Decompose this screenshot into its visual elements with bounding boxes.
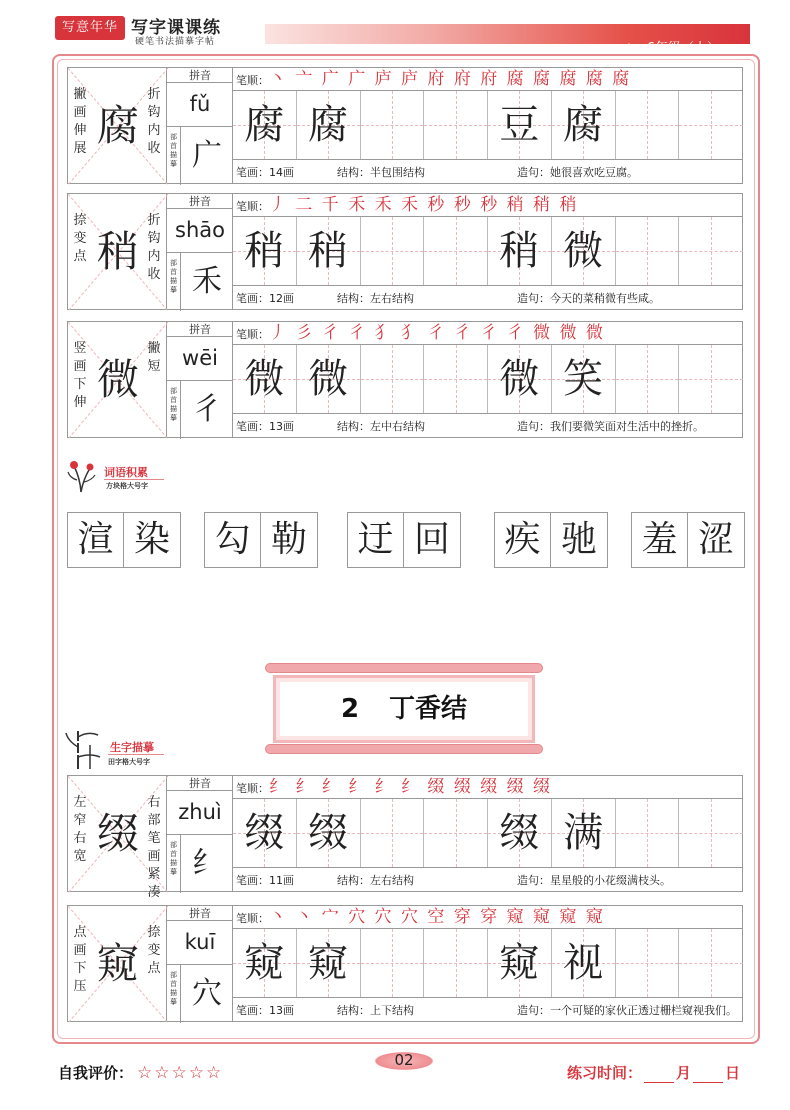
scroll-top-rod (265, 663, 543, 673)
words-section-subtitle: 方块格大号字 (106, 482, 148, 490)
practice-cell[interactable] (297, 929, 361, 997)
practice-char: 稍 (244, 228, 285, 274)
brand-logo: 写意年华 (55, 16, 125, 40)
stroke-order-sequence: 丿 彡 彳 彳 犭 犭 彳 彳 彳 彳 微 微 微 (269, 323, 605, 343)
practice-cell[interactable] (488, 799, 552, 867)
writing-tip-right: 右部笔画紧凑 (147, 795, 161, 900)
practice-char (424, 217, 487, 285)
word-char: 勒 (270, 519, 307, 560)
pinyin-label: 拼音 (167, 322, 233, 337)
day-label: 日 (724, 1064, 740, 1082)
word-char: 回 (413, 519, 450, 560)
word-char-cell (68, 513, 124, 567)
practice-cell[interactable] (361, 345, 425, 413)
word-char-cell (261, 513, 317, 567)
lesson-number: 2 (340, 694, 360, 724)
main-char-box (67, 775, 167, 900)
char-structure: 结构：左右结构 (337, 874, 414, 887)
practice-char: 满 (563, 810, 604, 856)
character-card (67, 905, 743, 1022)
practice-time-label: 练习时间： (566, 1064, 642, 1082)
practice-char (616, 91, 679, 159)
character-card (67, 193, 743, 310)
practice-cell[interactable] (679, 929, 743, 997)
pinyin-value: zhuì (167, 791, 233, 835)
main-char-box (67, 67, 167, 184)
practice-char: 腐 (244, 102, 285, 148)
practice-char (616, 345, 679, 413)
stroke-count: 笔画：13画 (236, 1004, 294, 1017)
pinyin-label: 拼音 (167, 776, 233, 791)
stroke-order-row (233, 776, 743, 799)
words-section-underline (104, 479, 164, 480)
practice-char (679, 345, 743, 413)
practice-char: 微 (244, 356, 285, 402)
stroke-order-row (233, 68, 743, 91)
practice-cell[interactable] (297, 217, 361, 285)
pinyin-box (167, 321, 233, 438)
stroke-order-row (233, 194, 743, 217)
main-character: 缀 (96, 809, 139, 858)
practice-char: 稍 (308, 228, 349, 274)
word-char: 勾 (214, 519, 251, 560)
practice-grid (233, 91, 743, 159)
page-header (55, 12, 750, 56)
practice-cell[interactable] (552, 91, 616, 159)
grade-text: 6年级（上） (646, 41, 720, 56)
pinyin-box (167, 193, 233, 310)
example-sentence: 造句：今天的菜稍微有些咸。 (517, 292, 660, 305)
writing-tip-right: 捺变点 (147, 925, 161, 976)
practice-cell[interactable] (552, 929, 616, 997)
example-sentence: 造句：她很喜欢吃豆腐。 (517, 166, 638, 179)
practice-cell[interactable] (679, 217, 743, 285)
practice-char (361, 217, 424, 285)
word-item (67, 512, 181, 568)
pinyin-box (167, 905, 233, 1022)
char-info-row (233, 413, 743, 439)
stroke-order-sequence: 纟 纟 纟 纟 纟 纟 缀 缀 缀 缀 缀 (269, 777, 553, 797)
practice-char (616, 217, 679, 285)
char-info-row (233, 867, 743, 893)
words-section-title: 词语积累 (104, 466, 148, 479)
month-blank[interactable] (644, 1069, 674, 1083)
character-card (67, 775, 743, 900)
word-char-cell (688, 513, 744, 567)
word-char: 驰 (560, 519, 597, 560)
word-item (347, 512, 461, 568)
main-character: 腐 (96, 101, 139, 150)
star-icon: ★ (623, 41, 635, 56)
word-char-cell (632, 513, 688, 567)
practice-cell[interactable] (488, 217, 552, 285)
practice-cell[interactable] (233, 345, 297, 413)
practice-char: 稍 (499, 228, 540, 274)
stroke-order-sequence: 丶 亠 广 广 庐 庐 府 府 府 腐 腐 腐 腐 腐 (269, 69, 632, 89)
practice-cell[interactable] (552, 217, 616, 285)
practice-char (424, 345, 487, 413)
practice-area (233, 321, 743, 438)
practice-char (616, 929, 679, 997)
practice-cell[interactable] (297, 91, 361, 159)
main-char-box (67, 321, 167, 438)
practice-cell[interactable] (616, 345, 680, 413)
practice-cell[interactable] (233, 799, 297, 867)
writing-tip-right: 折钩内收 (147, 87, 161, 156)
radical-label: 部首描摹 (167, 381, 181, 439)
writing-tip-left: 捺变点 (73, 213, 87, 264)
practice-char: 笑 (563, 356, 604, 402)
character-card (67, 321, 743, 438)
practice-char (616, 799, 679, 867)
practice-cell[interactable] (616, 91, 680, 159)
stroke-order-label: 笔顺： (236, 782, 269, 795)
self-eval-label: 自我评价： (58, 1064, 134, 1082)
pinyin-value: kuī (167, 921, 233, 965)
pinyin-box (167, 775, 233, 892)
brand-title: 写字课课练 (131, 18, 221, 38)
practice-char (361, 345, 424, 413)
stroke-order-label: 笔顺： (236, 74, 269, 87)
radical-label: 部首描摹 (167, 253, 181, 311)
words-section-header (64, 458, 364, 498)
stroke-count: 笔画：14画 (236, 166, 294, 179)
word-item (204, 512, 318, 568)
practice-cell[interactable] (488, 929, 552, 997)
self-evaluation (58, 1062, 223, 1083)
chars-section-subtitle: 田字格大号字 (108, 758, 150, 766)
practice-cell[interactable] (424, 345, 488, 413)
example-sentence: 造句：星星般的小花缀满枝头。 (517, 874, 671, 887)
writing-tip-left: 点画下压 (73, 925, 87, 994)
practice-cell[interactable] (233, 91, 297, 159)
practice-cell[interactable] (361, 929, 425, 997)
practice-cell[interactable] (361, 217, 425, 285)
practice-char: 缀 (499, 810, 540, 856)
practice-char (424, 91, 487, 159)
practice-char (679, 799, 743, 867)
main-character: 窥 (96, 939, 139, 988)
pinyin-value: shāo (167, 209, 233, 253)
char-info-row (233, 159, 743, 185)
practice-char: 窥 (244, 940, 285, 986)
practice-char: 微 (499, 356, 540, 402)
practice-area (233, 67, 743, 184)
practice-char: 腐 (563, 102, 604, 148)
word-item (494, 512, 608, 568)
stroke-order-row (233, 906, 743, 929)
practice-char (679, 91, 743, 159)
example-sentence: 造句：一个可疑的家伙正透过栅栏窥视我们。 (517, 1004, 737, 1017)
writing-tip-left: 竖画下伸 (73, 341, 87, 410)
day-blank[interactable] (693, 1069, 723, 1083)
practice-cell[interactable] (233, 929, 297, 997)
practice-char: 缀 (308, 810, 349, 856)
word-char-cell (551, 513, 607, 567)
rating-stars[interactable]: ☆☆☆☆☆ (137, 1063, 224, 1083)
practice-area (233, 775, 743, 892)
practice-cell[interactable] (552, 799, 616, 867)
practice-cell[interactable] (424, 91, 488, 159)
practice-area (233, 193, 743, 310)
char-structure: 结构：左右结构 (337, 292, 414, 305)
radical-label: 部首描摹 (167, 127, 181, 185)
plant-decoration-icon (64, 458, 98, 494)
char-structure: 结构：左中右结构 (337, 420, 425, 433)
pinyin-value: wēi (167, 337, 233, 381)
main-char-box (67, 193, 167, 310)
main-character: 稍 (96, 227, 139, 276)
practice-char (679, 929, 743, 997)
practice-cell[interactable] (424, 929, 488, 997)
writing-tip-left: 左窄右宽 (73, 795, 87, 864)
practice-char: 视 (563, 940, 604, 986)
word-char: 染 (133, 519, 170, 560)
radical-character: 纟 (192, 846, 222, 881)
practice-cell[interactable] (616, 217, 680, 285)
page-number-badge (368, 1050, 440, 1072)
practice-grid (233, 217, 743, 285)
writing-tip-right: 撇短 (147, 341, 161, 374)
practice-area (233, 905, 743, 1022)
chars-section-underline (108, 754, 164, 755)
practice-cell[interactable] (679, 345, 743, 413)
practice-char: 窥 (499, 940, 540, 986)
radical-label: 部首描摹 (167, 835, 181, 893)
page-number: 02 (394, 1051, 414, 1069)
radical-character: 广 (192, 138, 222, 173)
word-char-cell (495, 513, 551, 567)
practice-cell[interactable] (361, 91, 425, 159)
pinyin-box (167, 67, 233, 184)
character-card (67, 67, 743, 184)
practice-cell[interactable] (488, 345, 552, 413)
practice-char: 缀 (244, 810, 285, 856)
practice-cell[interactable] (616, 799, 680, 867)
word-item (631, 512, 745, 568)
brand-subtitle: 硬笔书法描摹字帖 (135, 37, 216, 47)
pinyin-label: 拼音 (167, 194, 233, 209)
practice-char (424, 929, 487, 997)
practice-char: 微 (308, 356, 349, 402)
stroke-order-sequence: 丿 二 千 禾 禾 禾 秒 秒 秒 稍 稍 稍 (269, 195, 579, 215)
stroke-order-label: 笔顺： (236, 912, 269, 925)
word-char-cell (348, 513, 404, 567)
radical-label: 部首描摹 (167, 965, 181, 1023)
chars-section-title: 生字描摹 (110, 741, 154, 754)
practice-cell[interactable] (361, 799, 425, 867)
writing-tip-right: 折钩内收 (147, 213, 161, 282)
practice-char (679, 217, 743, 285)
word-char-cell (124, 513, 180, 567)
practice-cell[interactable] (616, 929, 680, 997)
word-char-cell (404, 513, 460, 567)
word-char: 涩 (697, 519, 734, 560)
example-sentence: 造句：我们要微笑面对生活中的挫折。 (517, 420, 704, 433)
word-list (67, 512, 743, 568)
practice-cell[interactable] (552, 345, 616, 413)
practice-grid (233, 345, 743, 413)
bamboo-decoration-icon (64, 727, 104, 771)
char-info-row (233, 285, 743, 311)
practice-time (567, 1062, 740, 1083)
stroke-order-sequence: 丶 丶 宀 穴 穴 穴 空 穿 穿 窥 窥 窥 窥 (269, 907, 605, 927)
pinyin-label: 拼音 (167, 906, 233, 921)
char-structure: 结构：半包围结构 (337, 166, 425, 179)
main-char-box (67, 905, 167, 1022)
char-structure: 结构：上下结构 (337, 1004, 414, 1017)
chars-section-header (64, 727, 364, 771)
practice-char: 腐 (308, 102, 349, 148)
word-char: 羞 (641, 519, 678, 560)
practice-cell[interactable] (424, 799, 488, 867)
practice-grid (233, 929, 743, 997)
main-character: 微 (96, 355, 139, 404)
stroke-count: 笔画：11画 (236, 874, 294, 887)
practice-char (361, 929, 424, 997)
practice-char (424, 799, 487, 867)
word-char-cell (205, 513, 261, 567)
stroke-order-row (233, 322, 743, 345)
radical-character: 穴 (192, 976, 222, 1011)
practice-char: 豆 (499, 102, 540, 148)
practice-cell[interactable] (297, 345, 361, 413)
practice-cell[interactable] (424, 217, 488, 285)
stroke-count: 笔画：12画 (236, 292, 294, 305)
stroke-order-label: 笔顺： (236, 200, 269, 213)
practice-cell[interactable] (679, 799, 743, 867)
word-char: 迂 (357, 519, 394, 560)
practice-cell[interactable] (297, 799, 361, 867)
practice-cell[interactable] (488, 91, 552, 159)
writing-tip-left: 撇画伸展 (73, 87, 87, 156)
practice-char (361, 91, 424, 159)
char-info-row (233, 997, 743, 1023)
stroke-order-label: 笔顺： (236, 328, 269, 341)
header-band (265, 24, 750, 56)
pinyin-value: fǔ (167, 83, 233, 127)
radical-character: 彳 (192, 392, 222, 427)
practice-char: 窥 (308, 940, 349, 986)
word-char: 疾 (504, 519, 541, 560)
pinyin-label: 拼音 (167, 68, 233, 83)
stroke-count: 笔画：13画 (236, 420, 294, 433)
practice-char (361, 799, 424, 867)
practice-char: 微 (563, 228, 604, 274)
practice-cell[interactable] (233, 217, 297, 285)
month-label: 月 (675, 1064, 691, 1082)
lesson-title: 丁香结 (389, 694, 468, 724)
radical-character: 禾 (192, 264, 222, 299)
practice-cell[interactable] (679, 91, 743, 159)
practice-grid (233, 799, 743, 867)
word-char: 渲 (77, 519, 114, 560)
